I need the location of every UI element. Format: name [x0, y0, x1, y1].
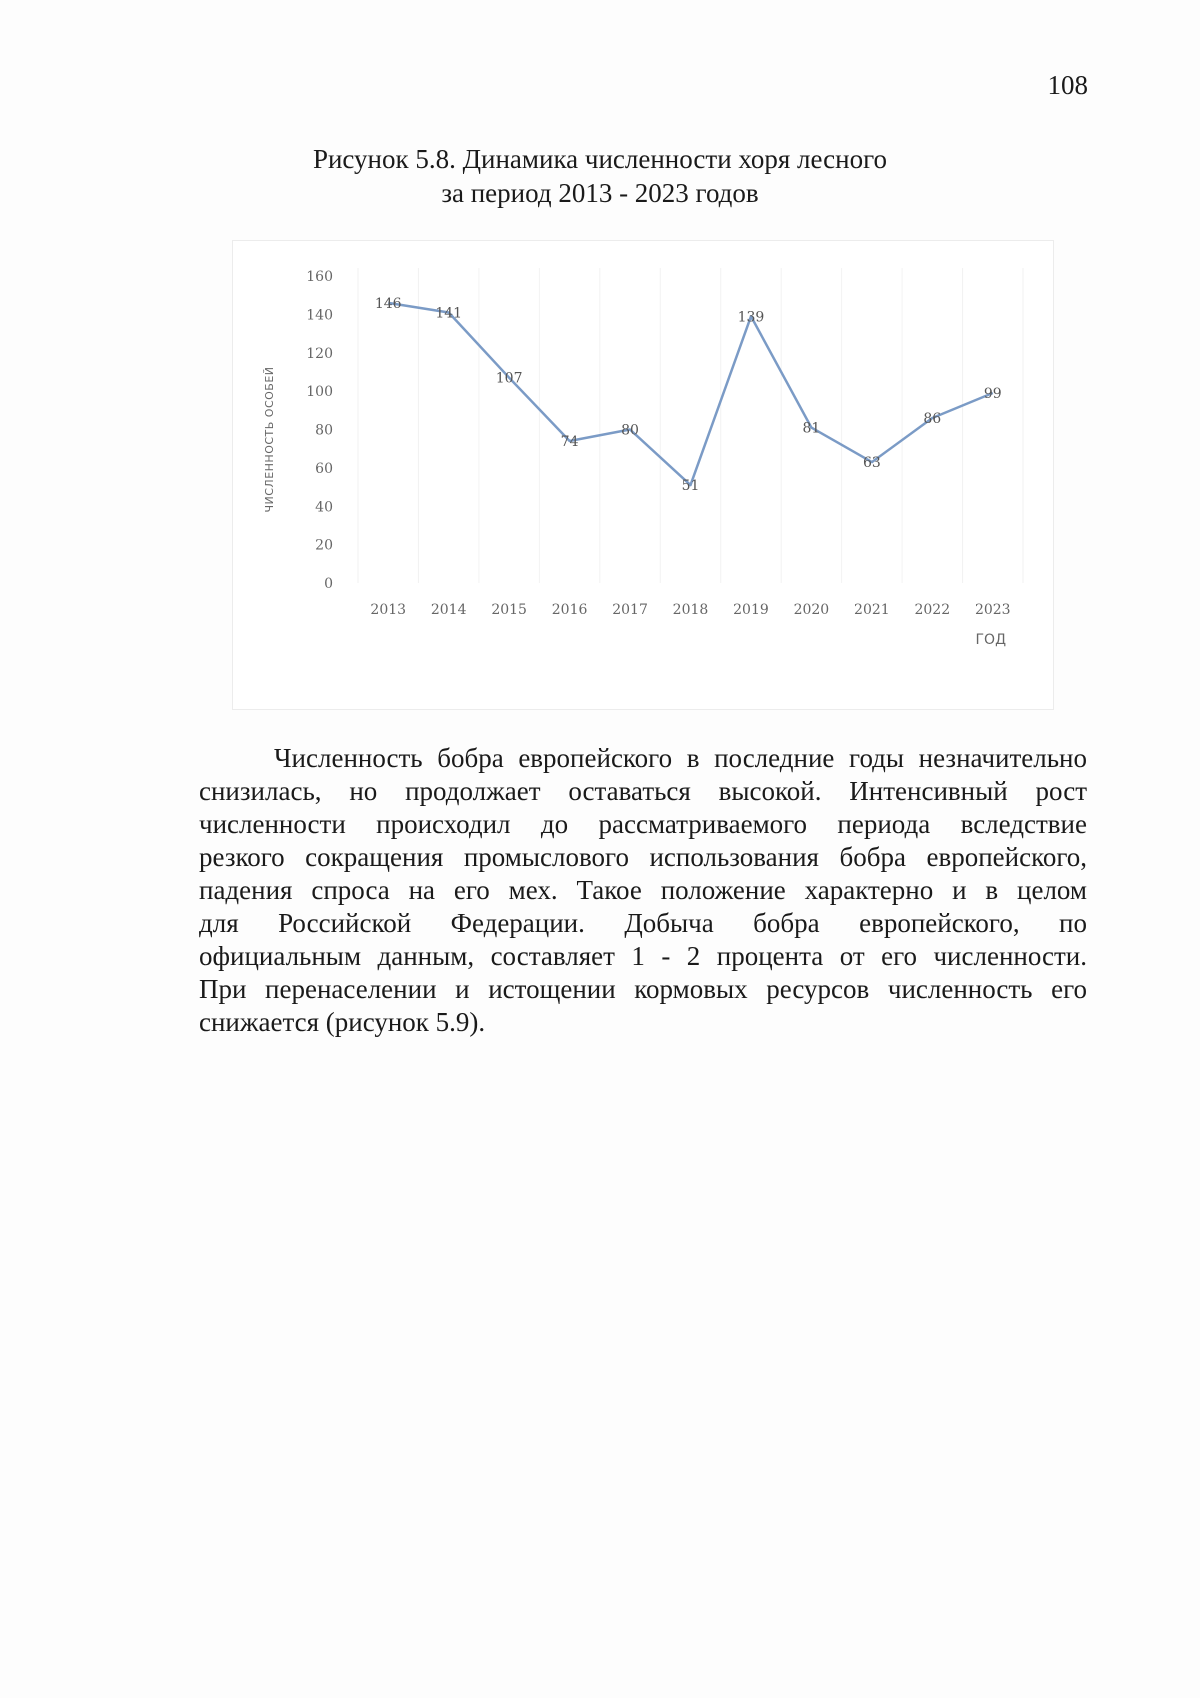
paragraph-line: снизилась, но продолжает оставаться высокой. Интенсивный рост [199, 776, 1087, 806]
x-tick-label: 2016 [551, 602, 588, 618]
y-tick-label: 80 [315, 422, 333, 439]
x-axis-title: ГОД [975, 632, 1007, 648]
paragraph-line: При перенаселении и истощении кормовых ресурсов численность его [199, 974, 1087, 1004]
figure-caption [0, 142, 1200, 210]
data-label: 139 [737, 309, 765, 326]
y-tick-label: 160 [306, 269, 333, 285]
x-tick-label: 2023 [974, 602, 1011, 618]
y-tick-label: 140 [306, 307, 333, 324]
page-number: 108 [1047, 70, 1088, 100]
paragraph-line: для Российской Федерации. Добыча бобра европейского, по [199, 908, 1087, 938]
x-tick-label: 2015 [491, 602, 527, 618]
data-label: 74 [560, 434, 579, 451]
paragraph-line: численности происходил до рассматриваемого периода вследствие [199, 809, 1087, 839]
caption-line-2: за период 2013 - 2023 годов [441, 178, 759, 208]
x-tick-label: 2020 [793, 602, 830, 618]
x-axis-ticks [370, 602, 1010, 618]
x-tick-label: 2014 [430, 602, 467, 618]
x-tick-label: 2017 [612, 602, 648, 618]
line-chart [232, 240, 1054, 710]
paragraph-line: Численность бобра европейского в последние годы незначительно [274, 743, 1087, 773]
y-tick-label: 120 [306, 345, 333, 362]
data-label: 51 [681, 478, 700, 495]
data-label: 141 [435, 305, 463, 322]
x-tick-label: 2022 [914, 602, 951, 618]
y-tick-label: 0 [324, 576, 333, 592]
data-label: 146 [374, 295, 402, 312]
paragraph-line: падения спроса на его мех. Такое положение характерно и в целом [199, 875, 1087, 905]
paragraph-line: резкого сокращения промыслового использования бобра европейского, [199, 842, 1087, 872]
y-tick-label: 20 [315, 537, 333, 554]
data-label: 86 [923, 410, 942, 427]
body-paragraph [199, 742, 1087, 1039]
caption-line-1: Рисунок 5.8. Динамика численности хоря лесного [312, 144, 888, 174]
y-tick-label: 100 [306, 384, 333, 401]
y-tick-label: 40 [315, 499, 333, 516]
x-tick-label: 2013 [370, 602, 407, 618]
y-tick-label: 60 [315, 460, 333, 477]
data-label: 107 [495, 370, 523, 387]
y-axis-title: ЧИСЛЕННОСТЬ ОСОБЕЙ [263, 366, 276, 513]
paragraph-line: официальным данным, составляет 1 - 2 процента от его численности. [199, 941, 1087, 971]
x-tick-label: 2021 [854, 602, 890, 618]
y-axis-ticks [306, 269, 333, 592]
data-label: 80 [621, 422, 639, 439]
data-labels [375, 296, 1002, 494]
x-tick-label: 2018 [672, 602, 709, 618]
data-label: 99 [983, 386, 1002, 403]
data-label: 63 [862, 455, 881, 472]
data-label: 81 [802, 420, 821, 437]
paragraph-line: снижается (рисунок 5.9). [199, 1007, 486, 1037]
x-tick-label: 2019 [733, 602, 769, 618]
chart-canvas [233, 241, 1053, 709]
